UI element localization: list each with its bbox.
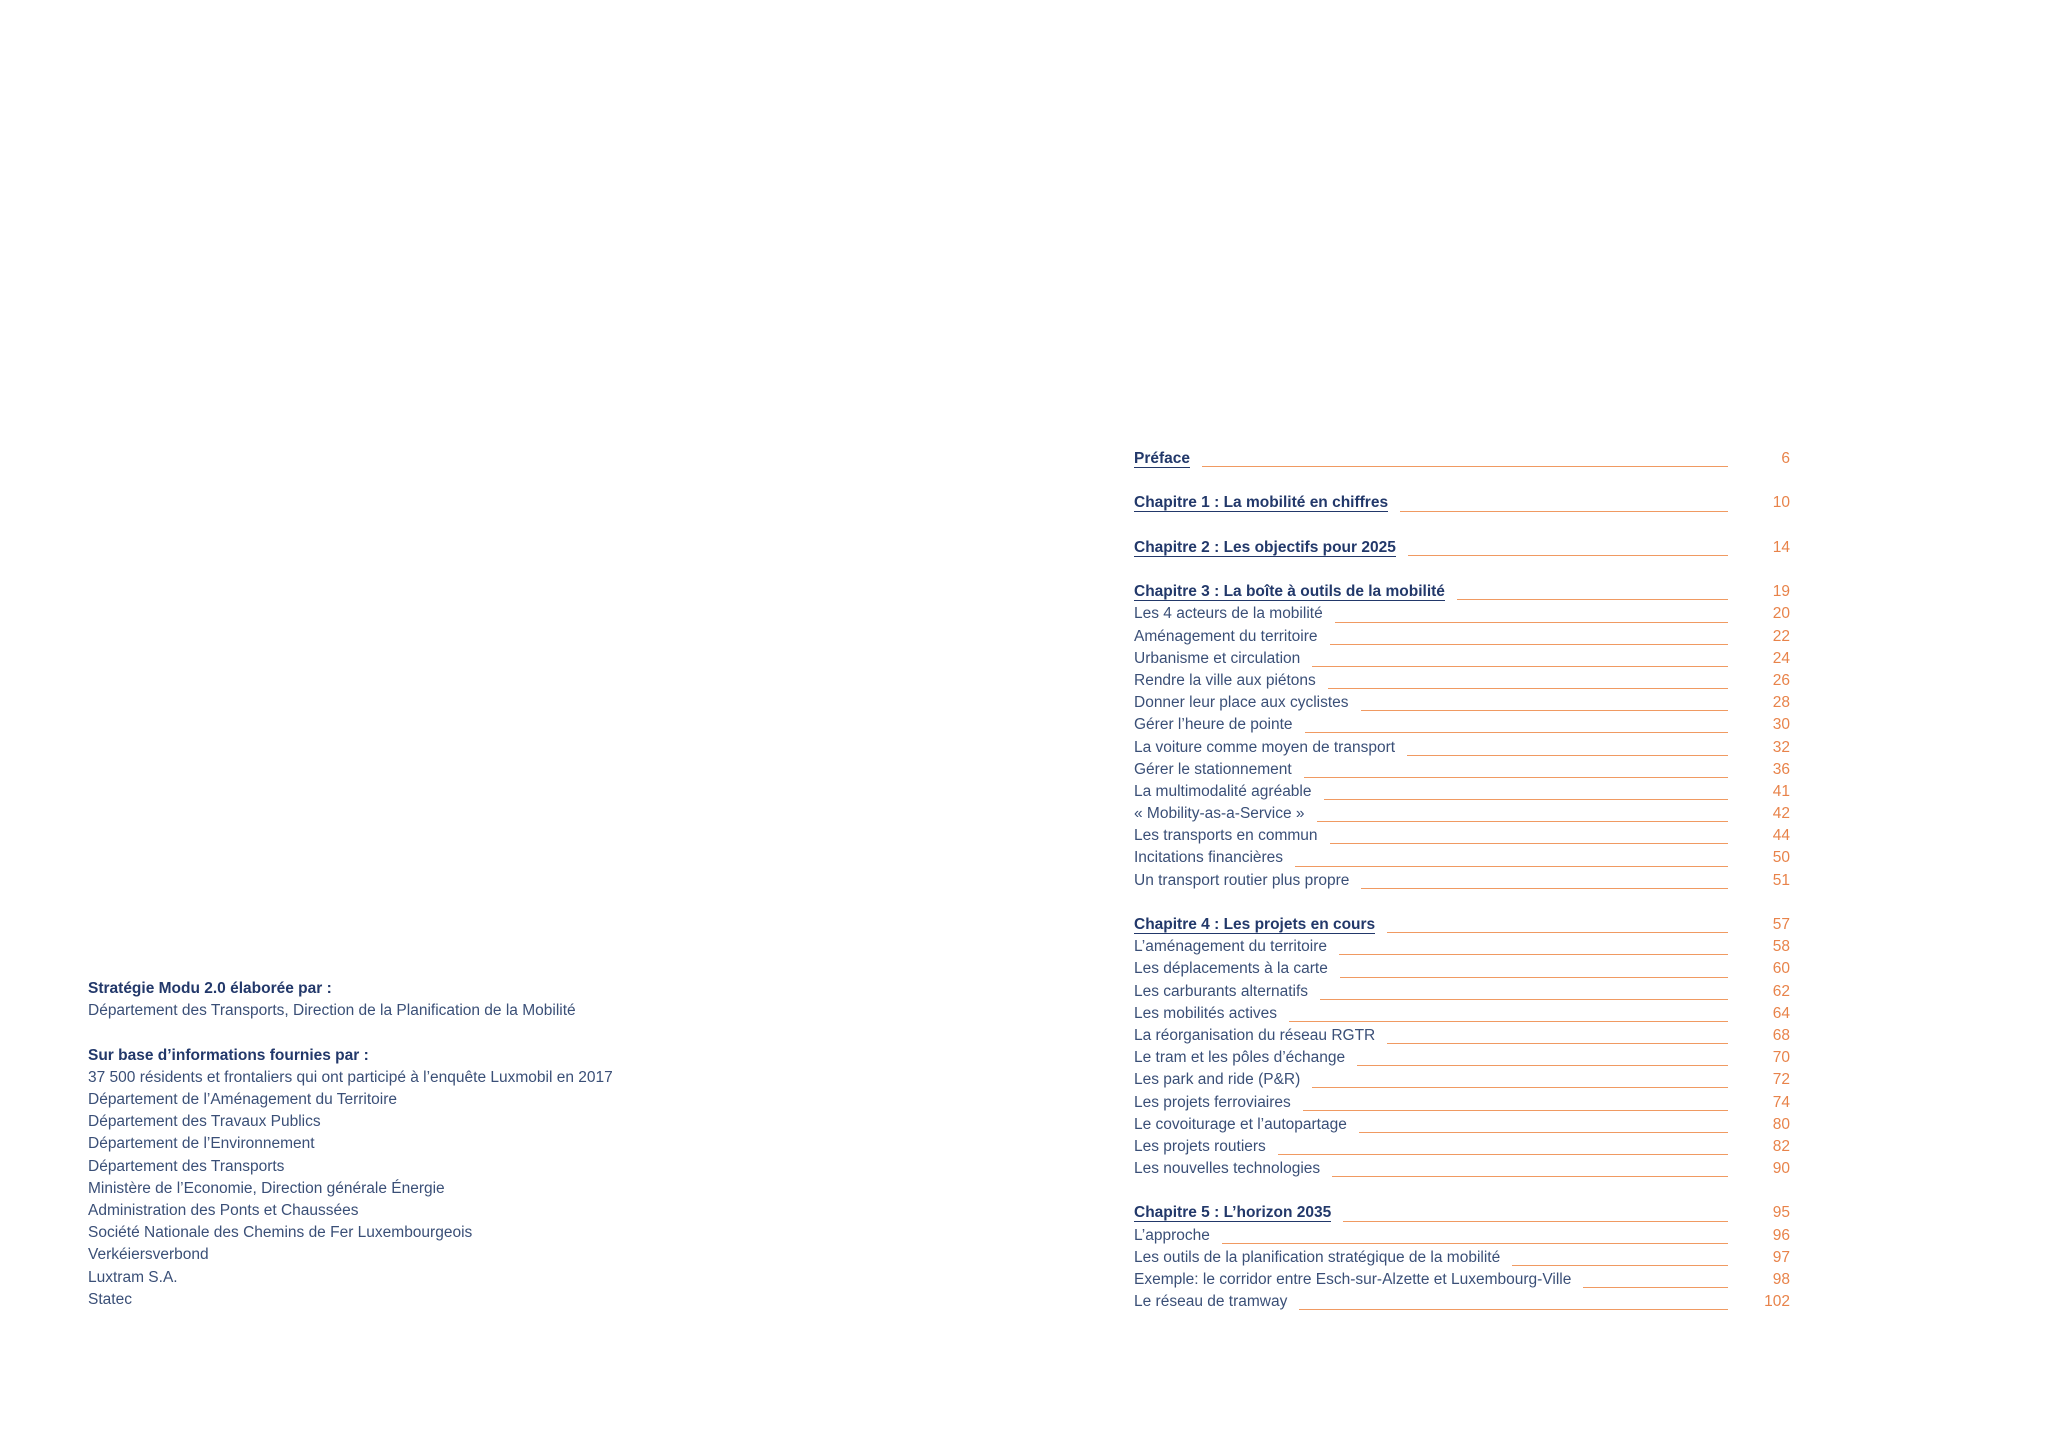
toc-leader-line [1343,1221,1728,1222]
toc-entry[interactable] [1134,847,1790,869]
toc-leader-line [1304,777,1728,778]
toc-title: Un transport routier plus propre [1134,871,1350,889]
toc-leader-line [1387,932,1728,933]
toc-title: Les déplacements à la carte [1134,960,1328,978]
credits-heading-prepared-by: Stratégie Modu 2.0 élaborée par : [88,980,332,997]
credits-source: Statec [88,1290,132,1308]
toc-page-number: 32 [1772,738,1790,756]
toc-entry[interactable] [1134,936,1790,958]
credits-source: Département de l’Environnement [88,1135,315,1153]
toc-page-number: 90 [1772,1160,1790,1178]
toc-leader-line [1340,977,1728,978]
credits-source: Société Nationale des Chemins de Fer Luxembourgeois [88,1224,473,1242]
toc-entry[interactable] [1134,1247,1790,1269]
toc-page-number: 41 [1772,782,1790,800]
toc-entry-preface[interactable] [1134,448,1790,470]
toc-entry[interactable] [1134,1291,1790,1313]
toc-entry[interactable] [1134,1047,1790,1069]
toc-page-number: 51 [1772,871,1790,889]
toc-page-number: 74 [1772,1093,1790,1111]
toc-leader-line [1278,1154,1728,1155]
toc-title: Urbanisme et circulation [1134,649,1301,667]
toc-page-number: 6 [1781,450,1790,468]
toc-title: La voiture comme moyen de transport [1134,738,1396,756]
toc-page-number: 20 [1772,605,1790,623]
toc-leader-line [1339,954,1728,955]
toc-title: Le covoiturage et l’autopartage [1134,1115,1347,1133]
toc-leader-line [1303,1110,1728,1111]
toc-page-number: 102 [1764,1293,1790,1311]
toc-title: La réorganisation du réseau RGTR [1134,1026,1376,1044]
toc-leader-line [1407,755,1728,756]
toc-entry[interactable] [1134,1025,1790,1047]
toc-leader-line [1335,622,1728,623]
toc-page-number: 72 [1772,1071,1790,1089]
credits-source: 37 500 résidents et frontaliers qui ont participé à l’enquête Luxmobil en 2017 [88,1068,613,1086]
toc-title: Les nouvelles technologies [1134,1160,1321,1178]
toc-title: Exemple: le corridor entre Esch-sur-Alzette et Luxembourg-Ville [1134,1271,1572,1289]
toc-leader-line [1320,999,1728,1000]
toc-title: La multimodalité agréable [1134,782,1312,800]
toc-title: L’approche [1134,1226,1210,1244]
toc-entry[interactable] [1134,603,1790,625]
toc-entry-chapter-3[interactable] [1134,581,1790,603]
toc-page-number: 22 [1772,627,1790,645]
toc-title: Incitations financières [1134,849,1284,867]
toc-title: Gérer le stationnement [1134,760,1292,778]
toc-leader-line [1202,466,1728,467]
toc-page-number: 95 [1772,1204,1790,1222]
toc-entry-chapter-4[interactable] [1134,914,1790,936]
credits-source: Ministère de l’Economie, Direction générale Énergie [88,1179,445,1197]
toc-title: Rendre la ville aux piétons [1134,671,1316,689]
toc-leader-line [1305,732,1728,733]
credits-source: Administration des Ponts et Chaussées [88,1202,359,1220]
toc-page-number: 68 [1772,1026,1790,1044]
toc-page-number: 30 [1772,716,1790,734]
toc-leader-line [1512,1265,1728,1266]
toc-entry[interactable] [1134,1269,1790,1291]
toc-title: Les projets routiers [1134,1137,1266,1155]
toc-title: Le réseau de tramway [1134,1293,1288,1311]
credits-source: Département de l’Aménagement du Territoire [88,1091,398,1108]
toc-title: Les transports en commun [1134,827,1318,845]
toc-entry[interactable] [1134,1136,1790,1158]
toc-title: Les outils de la planification stratégique de la mobilité [1134,1248,1501,1266]
toc-page-number: 70 [1772,1049,1790,1067]
toc-page-number: 28 [1772,694,1790,712]
toc-entry[interactable] [1134,958,1790,980]
toc-entry[interactable] [1134,1114,1790,1136]
toc-leader-line [1330,843,1728,844]
toc-title: Chapitre 1 : La mobilité en chiffres [1134,494,1389,512]
toc-leader-line [1299,1309,1728,1310]
toc-page-number: 97 [1772,1248,1790,1266]
toc-leader-line [1408,555,1728,556]
toc-title: Chapitre 5 : L’horizon 2035 [1134,1204,1332,1222]
toc-leader-line [1583,1287,1728,1288]
toc-page-number: 96 [1772,1226,1790,1244]
toc-entry[interactable] [1134,1003,1790,1025]
toc-leader-line [1387,1043,1728,1044]
toc-leader-line [1361,888,1728,889]
toc-title: « Mobility-as-a-Service » [1134,805,1305,823]
toc-page-number: 60 [1772,960,1790,978]
toc-page-number: 14 [1772,538,1790,556]
toc-entry[interactable] [1134,670,1790,692]
toc-title: Les 4 acteurs de la mobilité [1134,605,1323,623]
credits-block [88,978,988,1311]
credits-source: Verkéiersverbond [88,1246,209,1264]
toc-leader-line [1357,1065,1728,1066]
toc-leader-line [1332,1176,1728,1177]
credits-heading-sources: Sur base d’informations fournies par : [88,1046,369,1064]
toc-leader-line [1457,599,1728,600]
toc-entry[interactable] [1134,981,1790,1003]
toc-page-number: 82 [1772,1137,1790,1155]
credits-source: Département des Transports [88,1157,285,1175]
toc-leader-line [1359,1132,1728,1133]
toc-page-number: 50 [1772,849,1790,867]
toc-entry[interactable] [1134,626,1790,648]
toc-entry-chapter-5[interactable] [1134,1202,1790,1224]
toc-entry[interactable] [1134,648,1790,670]
toc-title: Les park and ride (P&R) [1134,1071,1301,1089]
credits-preparer: Département des Transports, Direction de la Planification de la Mobilité [88,1002,576,1020]
toc-entry[interactable] [1134,1091,1790,1113]
toc-page-number: 36 [1772,760,1790,778]
toc-page-number: 19 [1772,583,1790,601]
toc-entry[interactable] [1134,803,1790,825]
table-of-contents [1134,448,1790,1313]
toc-title: Chapitre 4 : Les projets en cours [1134,916,1376,934]
credits-source: Luxtram S.A. [88,1268,178,1286]
toc-title: Les carburants alternatifs [1134,982,1309,1000]
toc-title: Les mobilités actives [1134,1004,1278,1022]
toc-leader-line [1295,866,1728,867]
toc-entry[interactable] [1134,781,1790,803]
toc-title: Donner leur place aux cyclistes [1134,694,1349,712]
toc-entry-chapter-2[interactable] [1134,537,1790,559]
toc-leader-line [1317,821,1728,822]
toc-page-number: 24 [1772,649,1790,667]
toc-title: Chapitre 3 : La boîte à outils de la mobilité [1134,583,1445,601]
toc-page-number: 44 [1772,827,1790,845]
toc-page-number: 42 [1772,805,1790,823]
toc-page-number: 62 [1772,982,1790,1000]
toc-leader-line [1330,644,1728,645]
toc-page-number: 26 [1772,671,1790,689]
toc-title: Aménagement du territoire [1134,627,1318,645]
toc-title: Chapitre 2 : Les objectifs pour 2025 [1134,538,1396,556]
toc-entry[interactable] [1134,692,1790,714]
toc-leader-line [1361,710,1728,711]
toc-page-number: 64 [1772,1004,1790,1022]
credits-source: Département des Travaux Publics [88,1113,321,1131]
toc-page-number: 80 [1772,1115,1790,1133]
toc-leader-line [1312,1087,1728,1088]
toc-page-number: 10 [1772,494,1790,512]
toc-entry[interactable] [1134,825,1790,847]
toc-entry[interactable] [1134,759,1790,781]
toc-title: L’aménagement du territoire [1134,938,1328,956]
toc-entry[interactable] [1134,1069,1790,1091]
toc-title: Préface [1134,450,1191,468]
toc-page-number: 58 [1772,938,1790,956]
toc-entry-chapter-1[interactable] [1134,492,1790,514]
toc-title: Le tram et les pôles d’échange [1134,1049,1346,1067]
toc-leader-line [1312,666,1728,667]
toc-entry[interactable] [1134,1225,1790,1247]
toc-title: Gérer l’heure de pointe [1134,716,1293,734]
toc-entry[interactable] [1134,870,1790,892]
toc-page-number: 98 [1772,1271,1790,1289]
toc-leader-line [1328,688,1728,689]
toc-leader-line [1400,511,1728,512]
toc-entry[interactable] [1134,714,1790,736]
toc-page-number: 57 [1772,916,1790,934]
toc-entry[interactable] [1134,736,1790,758]
toc-leader-line [1289,1021,1728,1022]
toc-leader-line [1222,1243,1728,1244]
toc-entry[interactable] [1134,1158,1790,1180]
toc-title: Les projets ferroviaires [1134,1093,1291,1111]
toc-leader-line [1324,799,1729,800]
